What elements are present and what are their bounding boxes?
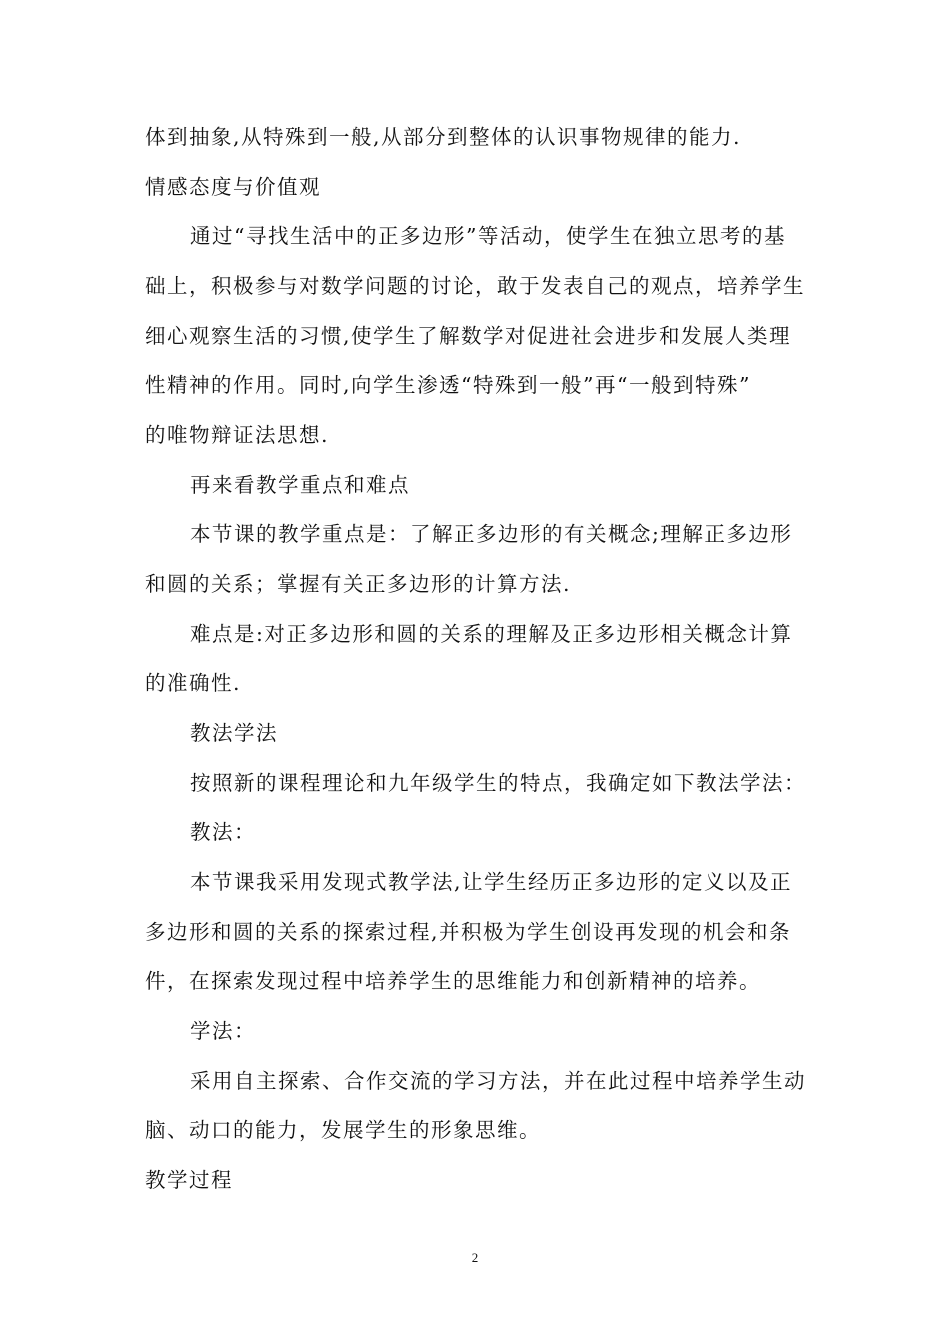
section-heading-teaching-process: 教学过程 [145,1168,233,1192]
text-line-17: 多边形和圆的关系的探索过程,并积极为学生创设再发现的机会和条 [145,920,792,944]
text-line-9: 本节课的教学重点是：了解正多边形的有关概念;理解正多边形 [190,522,793,546]
text-line-4: 础上，积极参与对数学问题的讨论，敢于发表自己的观点，培养学生 [145,274,805,298]
section-heading-key-points: 再来看教学重点和难点 [190,473,410,497]
text-line-21: 脑、动口的能力，发展学生的形象思维。 [145,1118,541,1142]
subheading-learning-method: 学法： [190,1019,256,1043]
page-number: 2 [471,1250,479,1265]
text-line-7: 的唯物辩证法思想. [145,423,330,447]
text-line-11: 难点是:对正多边形和圆的关系的理解及正多边形相关概念计算 [190,622,793,646]
text-line-14: 按照新的课程理论和九年级学生的特点，我确定如下教法学法： [190,771,806,795]
text-line-5: 细心观察生活的习惯,使学生了解数学对促进社会进步和发展人类理 [145,324,792,348]
text-line-20: 采用自主探索、合作交流的学习方法，并在此过程中培养学生动 [190,1069,806,1093]
section-heading-emotion-attitude-values: 情感态度与价值观 [145,175,321,199]
text-line-6: 性精神的作用。同时,向学生渗透“特殊到一般”再“一般到特殊” [145,373,751,397]
text-line-10: 和圆的关系；掌握有关正多边形的计算方法. [145,572,572,596]
section-heading-teaching-methods: 教法学法 [190,721,278,745]
text-line-16: 本节课我采用发现式教学法,让学生经历正多边形的定义以及正 [190,870,793,894]
subheading-teaching-method: 教法： [190,820,256,844]
text-line-12: 的准确性. [145,671,242,695]
text-line-1: 体到抽象,从特殊到一般,从部分到整体的认识事物规律的能力. [145,125,742,149]
text-line-3: 通过“寻找生活中的正多边形”等活动，使学生在独立思考的基 [190,224,786,248]
text-line-18: 件，在探索发现过程中培养学生的思维能力和创新精神的培养。 [145,969,761,993]
